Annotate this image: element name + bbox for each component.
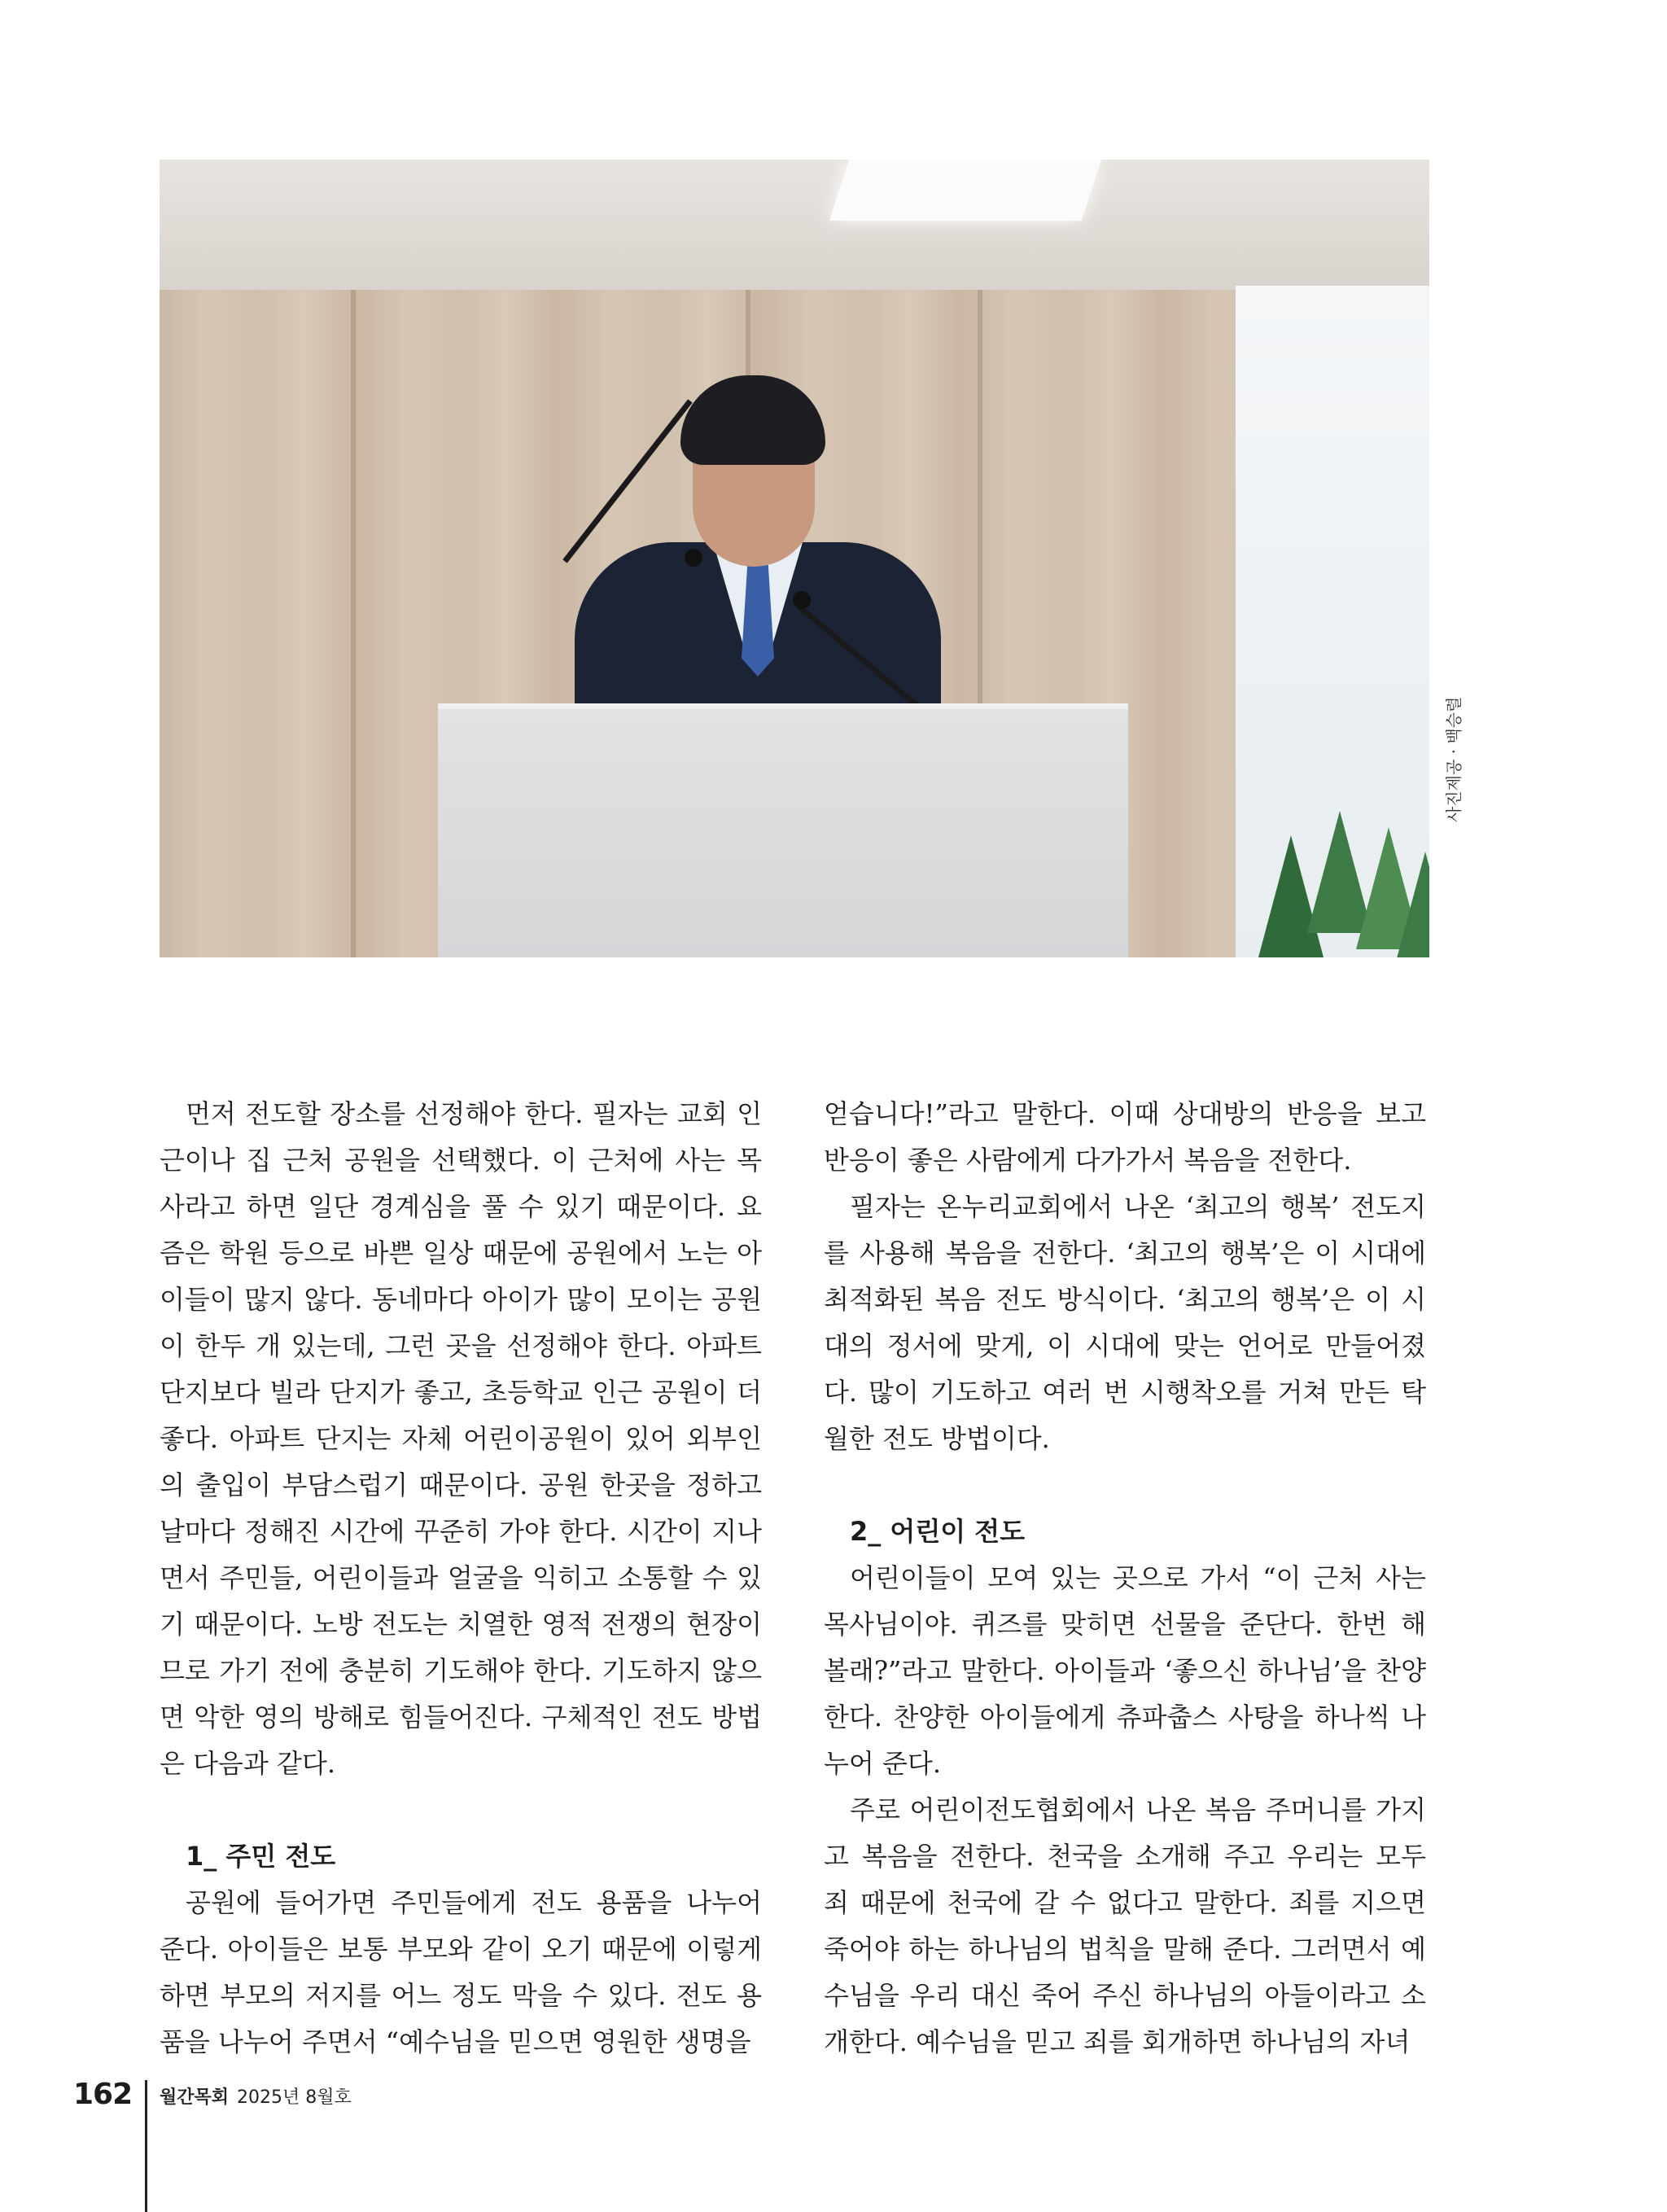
section1-heading: 1_ 주민 전도: [186, 1841, 336, 1872]
magazine-name: 월간목회: [160, 2087, 230, 2108]
photo-speaker-hair: [680, 375, 825, 465]
footer-divider: [145, 2080, 147, 2212]
section2-heading: 2_ 어린이 전도: [850, 1516, 1026, 1547]
photo-ceiling: [160, 160, 1429, 290]
magazine-info: [160, 2083, 352, 2109]
photo-tree: [1393, 852, 1429, 957]
page-footer: [73, 2078, 132, 2110]
left-column: [160, 1091, 762, 2065]
method-paragraph: 필자는 온누리교회에서 나온 ‘최고의 행복’ 전도지를 사용해 복음을 전한다. ‘최고의 행복’은 이 시대에 최적화된 복음 전도 방식이다. ‘최고의 행복’은 이 시대의 정서에 맞게, 이 시대에 맞는 언어로 만들어졌다. 많이 기도하고 여러 번 시행착오를 거쳐 만든 탁월한 전도 방법이다.: [824, 1191, 1426, 1454]
photo-credit: 사진제공 · 백승렬: [1444, 696, 1464, 822]
right-column: [824, 1091, 1426, 2065]
section2-paragraph-2: 주로 어린이전도협회에서 나온 복음 주머니를 가지고 복음을 전한다. 천국을 소개해 주고 우리는 모두 죄 때문에 천국에 갈 수 없다고 말한다. 죄를 지으면 죽어야 하는 하나님의 법칙을 말해 준다. 그러면서 예수님을 우리 대신 죽어 주신 하나님의 아들이라고 소개한다. 예수님을 믿고 죄를 회개하면 하나님의 자녀: [824, 1794, 1426, 2057]
section2-paragraph-1: 어린이들이 모여 있는 곳으로 가서 “이 근처 사는 목사님이야. 퀴즈를 맞히면 선물을 준단다. 한번 해 볼래?”라고 말한다. 아이들과 ‘좋으신 하나님’을 찬양한다. 찬양한 아이들에게 츄파춥스 사탕을 하나씩 나누어 준다.: [824, 1562, 1426, 1779]
section1-paragraph: 공원에 들어가면 주민들에게 전도 용품을 나누어 준다. 아이들은 보통 부모와 같이 오기 때문에 이렇게 하면 부모의 저지를 어느 정도 막을 수 있다. 전도 용품을 나누어 주면서 “예수님을 믿으면 영원한 생명을: [160, 1887, 762, 2057]
intro-paragraph: 먼저 전도할 장소를 선정해야 한다. 필자는 교회 인근이나 집 근처 공원을 선택했다. 이 근처에 사는 목사라고 하면 일단 경계심을 풀 수 있기 때문이다. 요즘은 학원 등으로 바쁜 일상 때문에 공원에서 노는 아이들이 많지 않다. 동네마다 아이가 많이 모이는 공원이 한두 개 있는데, 그런 곳을 선정해야 한다. 아파트 단지보다 빌라 단지가 좋고, 초등학교 인근 공원이 더 좋다. 아파트 단지는 자체 어린이공원이 있어 외부인의 출입이 부담스럽기 때문이다. 공원 한곳을 정하고 날마다 정해진 시간에 꾸준히 가야 한다. 시간이 지나면서 주민들, 어린이들과 얼굴을 익히고 소통할 수 있기 때문이다. 노방 전도는 치열한 영적 전쟁의 현장이므로 가기 전에 충분히 기도해야 한다. 기도하지 않으면 악한 영의 방해로 힘들어진다. 구체적인 전도 방법은 다음과 같다.: [160, 1098, 762, 1779]
photo-microphone-head: [793, 591, 811, 609]
photo-podium: [438, 709, 1128, 957]
photo-microphone-head: [685, 549, 702, 567]
article-photo: [160, 160, 1429, 957]
magazine-issue: 2025년 8월호: [237, 2087, 352, 2108]
photo-wall-seam: [351, 290, 356, 957]
photo-ceiling-light: [829, 160, 1101, 221]
continuation-paragraph: 얻습니다!”라고 말한다. 이때 상대방의 반응을 보고 반응이 좋은 사람에게 다가가서 복음을 전한다.: [824, 1098, 1426, 1176]
page-number: 162: [73, 2077, 133, 2111]
photo-microphone: [562, 399, 692, 563]
